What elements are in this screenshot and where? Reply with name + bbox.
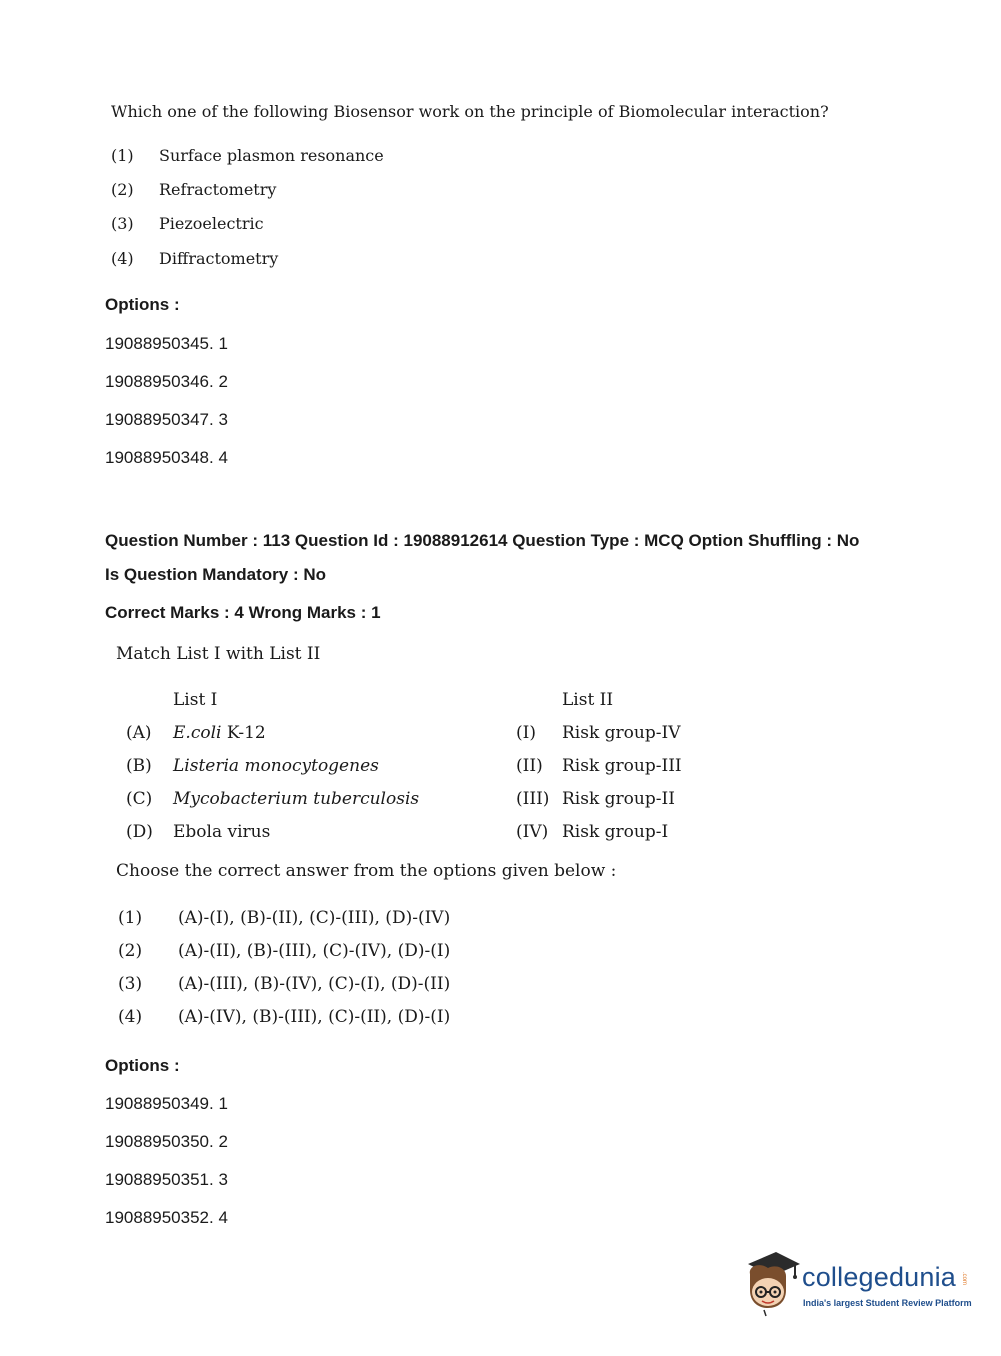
choice-number: (4) <box>111 249 134 268</box>
list2-item: Risk group-I <box>562 822 669 842</box>
list1-item <box>173 723 266 743</box>
question-mandatory: Is Question Mandatory : No <box>105 565 327 584</box>
choice-text: Diffractometry <box>159 249 279 268</box>
list1-item-italic: Listeria monocytogenes <box>173 756 379 776</box>
list2-label: (I) <box>516 723 536 743</box>
list1-item-italic: E.coli <box>173 723 222 743</box>
question-meta: Question Number : 113 Question Id : 19088912614 Question Type : MCQ Option Shuffling : No <box>105 531 860 550</box>
choice-number: (3) <box>111 214 134 233</box>
options-heading: Options : <box>105 1056 180 1075</box>
mascot-icon <box>742 1250 802 1320</box>
choice-text: Piezoelectric <box>159 214 264 233</box>
list1-item-plain: K-12 <box>221 723 266 743</box>
list2-label: (IV) <box>516 822 549 842</box>
list1-label: (B) <box>126 756 152 776</box>
choose-instruction: Choose the correct answer from the options given below : <box>116 861 617 881</box>
list1-item <box>173 789 419 809</box>
list2-item: Risk group-IV <box>562 723 681 743</box>
choice-text: (A)-(IV), (B)-(III), (C)-(II), (D)-(I) <box>178 1007 451 1027</box>
choice-number: (2) <box>118 941 143 961</box>
logo-com-text: .com <box>961 1272 967 1286</box>
list1-item <box>173 756 379 776</box>
option-id: 19088950349. 1 <box>105 1094 228 1113</box>
choice-number: (1) <box>118 908 143 928</box>
choice-text: (A)-(III), (B)-(IV), (C)-(I), (D)-(II) <box>178 974 451 994</box>
list2-item: Risk group-II <box>562 789 675 809</box>
choice-number: (1) <box>111 146 134 165</box>
options-heading: Options : <box>105 295 180 314</box>
logo-tagline: India's largest Student Review Platform <box>803 1298 972 1308</box>
question-marks: Correct Marks : 4 Wrong Marks : 1 <box>105 603 381 622</box>
option-id: 19088950347. 3 <box>105 410 228 429</box>
choice-number: (4) <box>118 1007 143 1027</box>
choice-text: Refractometry <box>159 180 277 199</box>
option-id: 19088950352. 4 <box>105 1208 228 1227</box>
list2-label: (II) <box>516 756 543 776</box>
list2-header: List II <box>562 690 614 710</box>
choice-number: (2) <box>111 180 134 199</box>
list1-item-plain: Ebola virus <box>173 822 271 842</box>
choice-number: (3) <box>118 974 143 994</box>
option-id: 19088950351. 3 <box>105 1170 228 1189</box>
list2-item: Risk group-III <box>562 756 682 776</box>
collegedunia-logo <box>742 1250 972 1320</box>
list1-item-italic: Mycobacterium tuberculosis <box>173 789 420 809</box>
question-text: Which one of the following Biosensor work on the principle of Biomolecular interaction? <box>111 102 829 121</box>
option-id: 19088950348. 4 <box>105 448 228 467</box>
list1-header: List I <box>173 690 218 710</box>
option-id: 19088950345. 1 <box>105 334 228 353</box>
question-prompt: Match List I with List II <box>116 644 321 664</box>
list1-label: (A) <box>126 723 152 743</box>
choice-text: (A)-(II), (B)-(III), (C)-(IV), (D)-(I) <box>178 941 451 961</box>
list1-label: (C) <box>126 789 153 809</box>
list1-item <box>173 822 270 842</box>
choice-text: (A)-(I), (B)-(II), (C)-(III), (D)-(IV) <box>178 908 451 928</box>
choice-text: Surface plasmon resonance <box>159 146 384 165</box>
logo-brand-text: collegedunia <box>802 1262 957 1292</box>
option-id: 19088950346. 2 <box>105 372 228 391</box>
list1-label: (D) <box>126 822 153 842</box>
option-id: 19088950350. 2 <box>105 1132 228 1151</box>
list2-label: (III) <box>516 789 550 809</box>
